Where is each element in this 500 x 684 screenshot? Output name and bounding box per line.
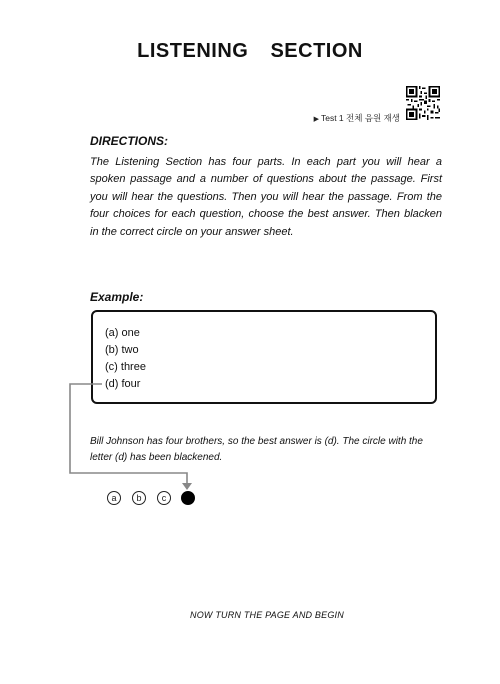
audio-play-text: Test 1 전체 음원 재생	[320, 113, 400, 123]
option-d: (d) four	[105, 378, 141, 390]
directions-text: The Listening Section has four parts. In each part you will hear a spoken passage and a number of questions about the passage. First you will hear the questions. Then you will hear the passage. From the four choices for each question, choose the best answer. Then blacken in the correct circle on your answer sheet.	[90, 156, 442, 238]
answer-pointer-arrow	[60, 376, 260, 496]
answer-circle-b: b	[132, 491, 146, 505]
option-b: (b) two	[105, 344, 139, 356]
answer-circle-c: c	[157, 491, 171, 505]
play-triangle-icon: ▶	[313, 116, 319, 123]
section-title: LISTENING SECTION	[137, 40, 363, 62]
answer-circle-a: a	[107, 491, 121, 505]
example-explanation: Bill Johnson has four brothers, so the best answer is (d). The circle with the letter (d) has been blackened.	[90, 436, 423, 463]
answer-circle-d-filled	[181, 491, 195, 505]
qr-code-icon[interactable]	[406, 86, 440, 120]
audio-play-label[interactable]	[270, 112, 400, 124]
example-heading: Example:	[90, 290, 144, 304]
option-c: (c) three	[105, 361, 146, 373]
option-a: (a) one	[105, 327, 140, 339]
directions-heading: DIRECTIONS:	[90, 134, 168, 148]
footer-instruction: NOW TURN THE PAGE AND BEGIN	[190, 610, 344, 620]
